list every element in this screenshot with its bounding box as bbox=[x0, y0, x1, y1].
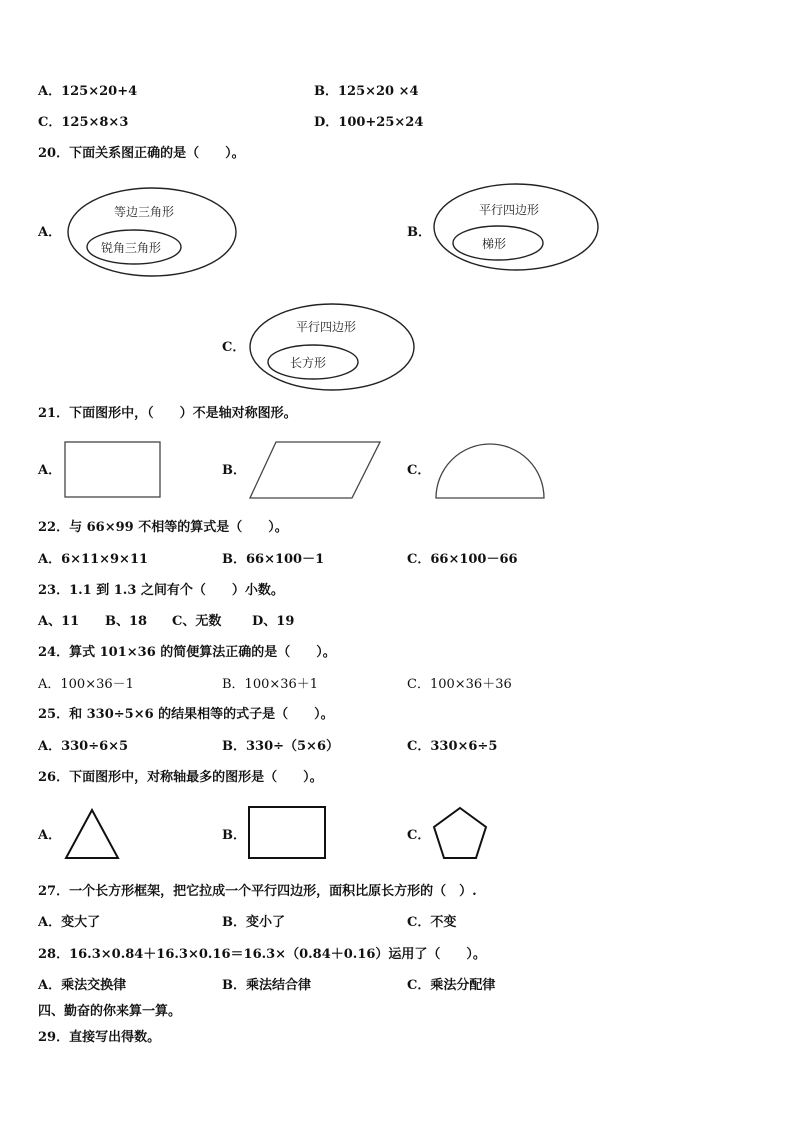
q22-option-b: B．66×100－1 bbox=[222, 552, 325, 567]
q29-stem: 29．直接写出得数。 bbox=[38, 1030, 161, 1045]
q21-rectangle-shape bbox=[64, 441, 162, 499]
q28-option-c: C．乘法分配律 bbox=[407, 978, 496, 993]
q21-semicircle-shape bbox=[435, 442, 547, 500]
q28-option-b: B．乘法结合律 bbox=[222, 978, 311, 993]
section-heading: 四、勤奋的你来算一算。 bbox=[38, 1004, 182, 1019]
q20-a-outer-label: 等边三角形 bbox=[114, 205, 175, 219]
q19-option-b: B．125×20 ×4 bbox=[314, 84, 419, 99]
q24-stem: 24．算式 101×36 的简便算法正确的是（ ）。 bbox=[38, 645, 336, 660]
q21-stem: 21．下面图形中，（ ）不是轴对称图形。 bbox=[38, 406, 297, 421]
q27-option-b: B．变小了 bbox=[222, 915, 285, 930]
q20-option-b-label: B． bbox=[407, 225, 431, 240]
q20-stem: 20．下面关系图正确的是（ ）。 bbox=[38, 146, 245, 161]
q20-diagram-c bbox=[248, 302, 418, 394]
q26-rectangle-shape bbox=[248, 806, 328, 860]
q22-stem: 22．与 66×99 不相等的算式是（ ）。 bbox=[38, 520, 288, 535]
q23-option-a: A、11 bbox=[38, 614, 80, 629]
q27-stem: 27．一个长方形框架，把它拉成一个平行四边形，面积比原长方形的（ ）. bbox=[38, 884, 477, 899]
q22-option-a: A．6×11×9×11 bbox=[38, 552, 149, 567]
q19-option-a: A．125×20+4 bbox=[38, 84, 138, 99]
q20-a-inner-label: 锐角三角形 bbox=[101, 241, 162, 255]
q21-option-a-label: A． bbox=[38, 463, 62, 478]
q21-parallelogram-shape bbox=[248, 441, 382, 499]
q21-option-b-label: B． bbox=[222, 463, 246, 478]
q20-option-c-label: C． bbox=[222, 340, 246, 355]
q22-option-c: C．66×100－66 bbox=[407, 552, 518, 567]
q28-option-a: A．乘法交换律 bbox=[38, 978, 127, 993]
q26-pentagon-shape bbox=[431, 806, 489, 862]
q21-option-c-label: C． bbox=[407, 463, 431, 478]
q20-b-outer-label: 平行四边形 bbox=[479, 203, 540, 217]
q20-c-outer-label: 平行四边形 bbox=[296, 320, 357, 334]
q26-option-a-label: A． bbox=[38, 828, 62, 843]
q25-stem: 25．和 330÷5×6 的结果相等的式子是（ ）。 bbox=[38, 707, 334, 722]
q24-option-b: B．100×36＋1 bbox=[222, 677, 319, 692]
q24-option-c: C．100×36＋36 bbox=[407, 677, 512, 692]
q20-diagram-a bbox=[66, 186, 240, 280]
q20-c-inner-label: 长方形 bbox=[290, 356, 327, 370]
q20-option-a-label: A． bbox=[38, 225, 62, 240]
q26-stem: 26．下面图形中，对称轴最多的图形是（ ）。 bbox=[38, 770, 323, 785]
q23-option-b: B、18 bbox=[105, 614, 148, 629]
q23-stem: 23．1.1 到 1.3 之间有个（ ）小数。 bbox=[38, 583, 284, 598]
q26-triangle-shape bbox=[64, 808, 120, 860]
q27-option-a: A．变大了 bbox=[38, 915, 101, 930]
q25-option-b: B．330÷（5×6） bbox=[222, 739, 340, 754]
q25-option-c: C．330×6÷5 bbox=[407, 739, 498, 754]
q26-option-b-label: B． bbox=[222, 828, 246, 843]
q23-option-c: C、无数 bbox=[172, 614, 222, 629]
q28-stem: 28．16.3×0.84＋16.3×0.16＝16.3×（0.84＋0.16）运用了（ ）。 bbox=[38, 947, 486, 962]
q27-option-c: C．不变 bbox=[407, 915, 457, 930]
q19-option-c: C．125×8×3 bbox=[38, 115, 129, 130]
q26-option-c-label: C． bbox=[407, 828, 431, 843]
q25-option-a: A．330÷6×5 bbox=[38, 739, 129, 754]
q23-option-d: D、19 bbox=[252, 614, 295, 629]
q20-b-inner-label: 梯形 bbox=[482, 237, 507, 251]
q24-option-a: A．100×36－1 bbox=[38, 677, 134, 692]
q20-diagram-b bbox=[432, 182, 602, 274]
q19-option-d: D．100+25×24 bbox=[314, 115, 424, 130]
